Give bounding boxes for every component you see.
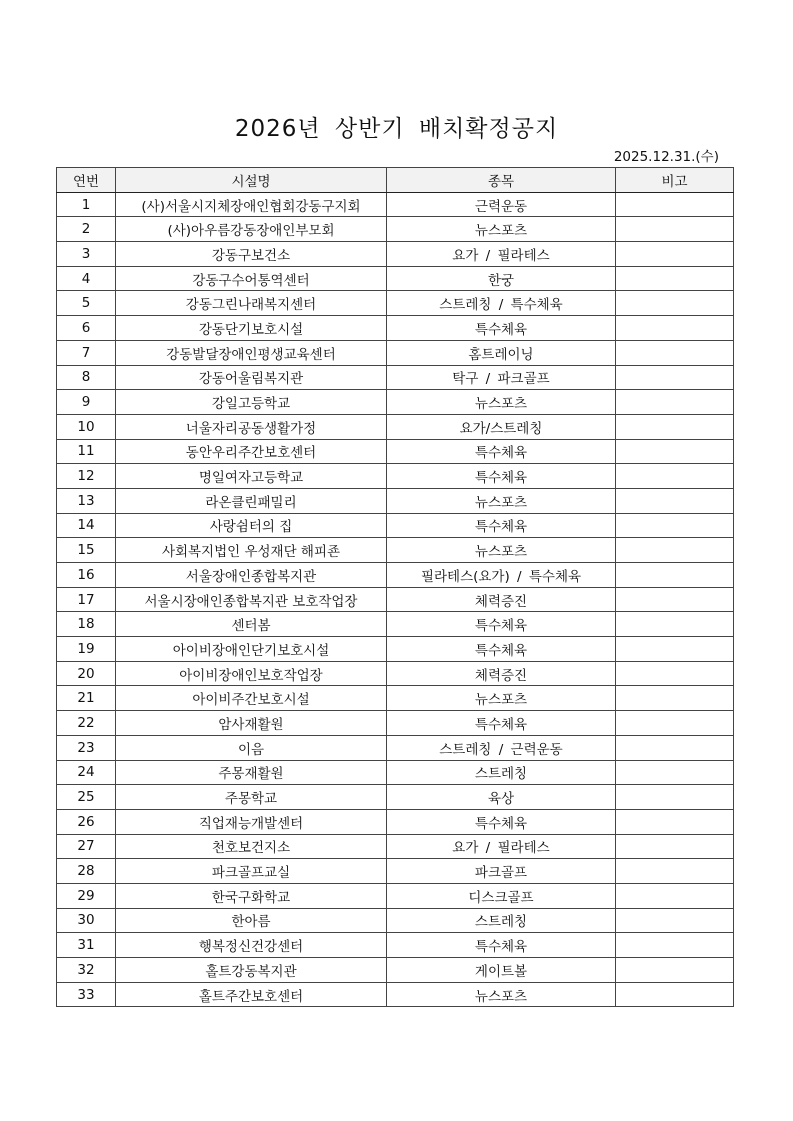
cell-facility: 강동단기보호시설 [116, 316, 387, 341]
cell-note [616, 242, 734, 267]
cell-facility: 행복정신건강센터 [116, 933, 387, 958]
cell-no: 9 [57, 390, 116, 415]
cell-sport: 특수체육 [387, 637, 616, 662]
cell-facility: 한국구화학교 [116, 883, 387, 908]
cell-sport: 특수체육 [387, 513, 616, 538]
cell-no: 27 [57, 834, 116, 859]
table-row [57, 785, 734, 810]
table-row [57, 834, 734, 859]
cell-note [616, 340, 734, 365]
cell-facility: 서울장애인종합복지관 [116, 563, 387, 588]
table-row [57, 340, 734, 365]
header-note: 비고 [616, 168, 734, 193]
cell-sport: 뉴스포츠 [387, 538, 616, 563]
cell-facility: 주몽학교 [116, 785, 387, 810]
table-row [57, 488, 734, 513]
cell-no: 33 [57, 982, 116, 1007]
cell-sport: 특수체육 [387, 711, 616, 736]
cell-no: 2 [57, 217, 116, 242]
cell-no: 18 [57, 612, 116, 637]
table-body [57, 192, 734, 1007]
cell-no: 17 [57, 587, 116, 612]
table-row [57, 266, 734, 291]
cell-sport: 한궁 [387, 266, 616, 291]
cell-no: 15 [57, 538, 116, 563]
cell-no: 25 [57, 785, 116, 810]
table-row [57, 982, 734, 1007]
cell-facility: 강일고등학교 [116, 390, 387, 415]
cell-sport: 특수체육 [387, 316, 616, 341]
cell-sport: 특수체육 [387, 439, 616, 464]
cell-note [616, 908, 734, 933]
cell-no: 3 [57, 242, 116, 267]
cell-no: 31 [57, 933, 116, 958]
cell-facility: 직업재능개발센터 [116, 809, 387, 834]
cell-facility: 한아름 [116, 908, 387, 933]
cell-sport: 특수체육 [387, 809, 616, 834]
cell-note [616, 192, 734, 217]
document-date: 2025.12.31.(수) [613, 149, 719, 165]
table-row [57, 513, 734, 538]
cell-facility: 강동발달장애인평생교육센터 [116, 340, 387, 365]
cell-no: 32 [57, 958, 116, 983]
table-row [57, 439, 734, 464]
cell-facility: (사)아우름강동장애인부모회 [116, 217, 387, 242]
cell-note [616, 390, 734, 415]
table-row [57, 587, 734, 612]
cell-facility: 천호보건지소 [116, 834, 387, 859]
cell-sport: 뉴스포츠 [387, 217, 616, 242]
cell-no: 21 [57, 686, 116, 711]
table-row [57, 217, 734, 242]
table-row [57, 291, 734, 316]
table-row [57, 365, 734, 390]
cell-facility: 사랑쉼터의 집 [116, 513, 387, 538]
cell-sport: 육상 [387, 785, 616, 810]
cell-note [616, 933, 734, 958]
cell-note [616, 661, 734, 686]
cell-sport: 홈트레이닝 [387, 340, 616, 365]
cell-facility: 명일여자고등학교 [116, 464, 387, 489]
cell-no: 4 [57, 266, 116, 291]
cell-sport: 게이트볼 [387, 958, 616, 983]
cell-sport: 스트레칭 [387, 760, 616, 785]
cell-sport: 뉴스포츠 [387, 982, 616, 1007]
cell-facility: 동안우리주간보호센터 [116, 439, 387, 464]
cell-no: 8 [57, 365, 116, 390]
cell-note [616, 686, 734, 711]
cell-no: 5 [57, 291, 116, 316]
table-row [57, 661, 734, 686]
table-row [57, 686, 734, 711]
cell-note [616, 291, 734, 316]
cell-facility: 강동어울림복지관 [116, 365, 387, 390]
cell-note [616, 982, 734, 1007]
cell-note [616, 266, 734, 291]
cell-facility: 아이비장애인단기보호시설 [116, 637, 387, 662]
cell-facility: 강동구보건소 [116, 242, 387, 267]
table-row [57, 933, 734, 958]
table-row [57, 958, 734, 983]
cell-facility: 서울시장애인종합복지관 보호작업장 [116, 587, 387, 612]
cell-no: 6 [57, 316, 116, 341]
cell-no: 28 [57, 859, 116, 884]
cell-no: 20 [57, 661, 116, 686]
cell-sport: 뉴스포츠 [387, 686, 616, 711]
cell-note [616, 760, 734, 785]
table-row [57, 760, 734, 785]
cell-note [616, 365, 734, 390]
cell-no: 11 [57, 439, 116, 464]
cell-no: 23 [57, 735, 116, 760]
cell-no: 29 [57, 883, 116, 908]
table-row [57, 908, 734, 933]
cell-note [616, 538, 734, 563]
cell-facility: 사회복지법인 우성재단 해피죤 [116, 538, 387, 563]
cell-no: 1 [57, 192, 116, 217]
cell-facility: 홀트주간보호센터 [116, 982, 387, 1007]
cell-sport: 근력운동 [387, 192, 616, 217]
cell-sport: 체력증진 [387, 661, 616, 686]
cell-no: 7 [57, 340, 116, 365]
cell-facility: 강동그린나래복지센터 [116, 291, 387, 316]
cell-no: 12 [57, 464, 116, 489]
table-row [57, 859, 734, 884]
cell-no: 14 [57, 513, 116, 538]
cell-note [616, 488, 734, 513]
cell-sport: 디스크골프 [387, 883, 616, 908]
cell-note [616, 834, 734, 859]
cell-note [616, 958, 734, 983]
cell-facility: 이음 [116, 735, 387, 760]
cell-sport: 뉴스포츠 [387, 390, 616, 415]
cell-no: 10 [57, 414, 116, 439]
cell-sport: 필라테스(요가) / 특수체육 [387, 563, 616, 588]
cell-no: 13 [57, 488, 116, 513]
cell-no: 24 [57, 760, 116, 785]
cell-facility: 너울자리공동생활가정 [116, 414, 387, 439]
cell-note [616, 464, 734, 489]
cell-note [616, 711, 734, 736]
cell-note [616, 859, 734, 884]
cell-note [616, 883, 734, 908]
header-no: 연번 [57, 168, 116, 193]
cell-facility: 홀트강동복지관 [116, 958, 387, 983]
table-row [57, 192, 734, 217]
table-row [57, 538, 734, 563]
cell-facility: 암사재활원 [116, 711, 387, 736]
cell-sport: 요가 / 필라테스 [387, 242, 616, 267]
header-sport: 종목 [387, 168, 616, 193]
cell-sport: 특수체육 [387, 612, 616, 637]
cell-sport: 탁구 / 파크골프 [387, 365, 616, 390]
table-row [57, 809, 734, 834]
cell-note [616, 587, 734, 612]
cell-note [616, 637, 734, 662]
cell-facility: 주몽재활원 [116, 760, 387, 785]
cell-facility: 강동구수어통역센터 [116, 266, 387, 291]
cell-note [616, 735, 734, 760]
table-row [57, 242, 734, 267]
table-header-row [57, 168, 734, 193]
cell-facility: 센터봄 [116, 612, 387, 637]
document-title: 2026년 상반기 배치확정공지 [234, 116, 559, 142]
cell-note [616, 563, 734, 588]
table-row [57, 414, 734, 439]
table-row [57, 316, 734, 341]
cell-sport: 요가 / 필라테스 [387, 834, 616, 859]
cell-no: 19 [57, 637, 116, 662]
table-row [57, 464, 734, 489]
cell-note [616, 785, 734, 810]
cell-sport: 뉴스포츠 [387, 488, 616, 513]
table-row [57, 390, 734, 415]
cell-facility: 아이비장애인보호작업장 [116, 661, 387, 686]
cell-no: 16 [57, 563, 116, 588]
cell-facility: (사)서울시지체장애인협회강동구지회 [116, 192, 387, 217]
cell-facility: 파크골프교실 [116, 859, 387, 884]
cell-note [616, 414, 734, 439]
table-row [57, 735, 734, 760]
assignment-table [56, 167, 734, 1007]
cell-sport: 스트레칭 [387, 908, 616, 933]
cell-facility: 라온클린패밀리 [116, 488, 387, 513]
cell-note [616, 513, 734, 538]
table-row [57, 883, 734, 908]
cell-note [616, 217, 734, 242]
table-row [57, 612, 734, 637]
cell-no: 30 [57, 908, 116, 933]
cell-note [616, 612, 734, 637]
cell-facility: 아이비주간보호시설 [116, 686, 387, 711]
cell-sport: 스트레칭 / 근력운동 [387, 735, 616, 760]
cell-no: 26 [57, 809, 116, 834]
cell-note [616, 809, 734, 834]
table-row [57, 637, 734, 662]
cell-sport: 체력증진 [387, 587, 616, 612]
table-row [57, 711, 734, 736]
cell-no: 22 [57, 711, 116, 736]
cell-sport: 특수체육 [387, 464, 616, 489]
table-row [57, 563, 734, 588]
cell-note [616, 439, 734, 464]
cell-sport: 요가/스트레칭 [387, 414, 616, 439]
cell-sport: 특수체육 [387, 933, 616, 958]
header-facility: 시설명 [116, 168, 387, 193]
cell-note [616, 316, 734, 341]
cell-sport: 스트레칭 / 특수체육 [387, 291, 616, 316]
cell-sport: 파크골프 [387, 859, 616, 884]
